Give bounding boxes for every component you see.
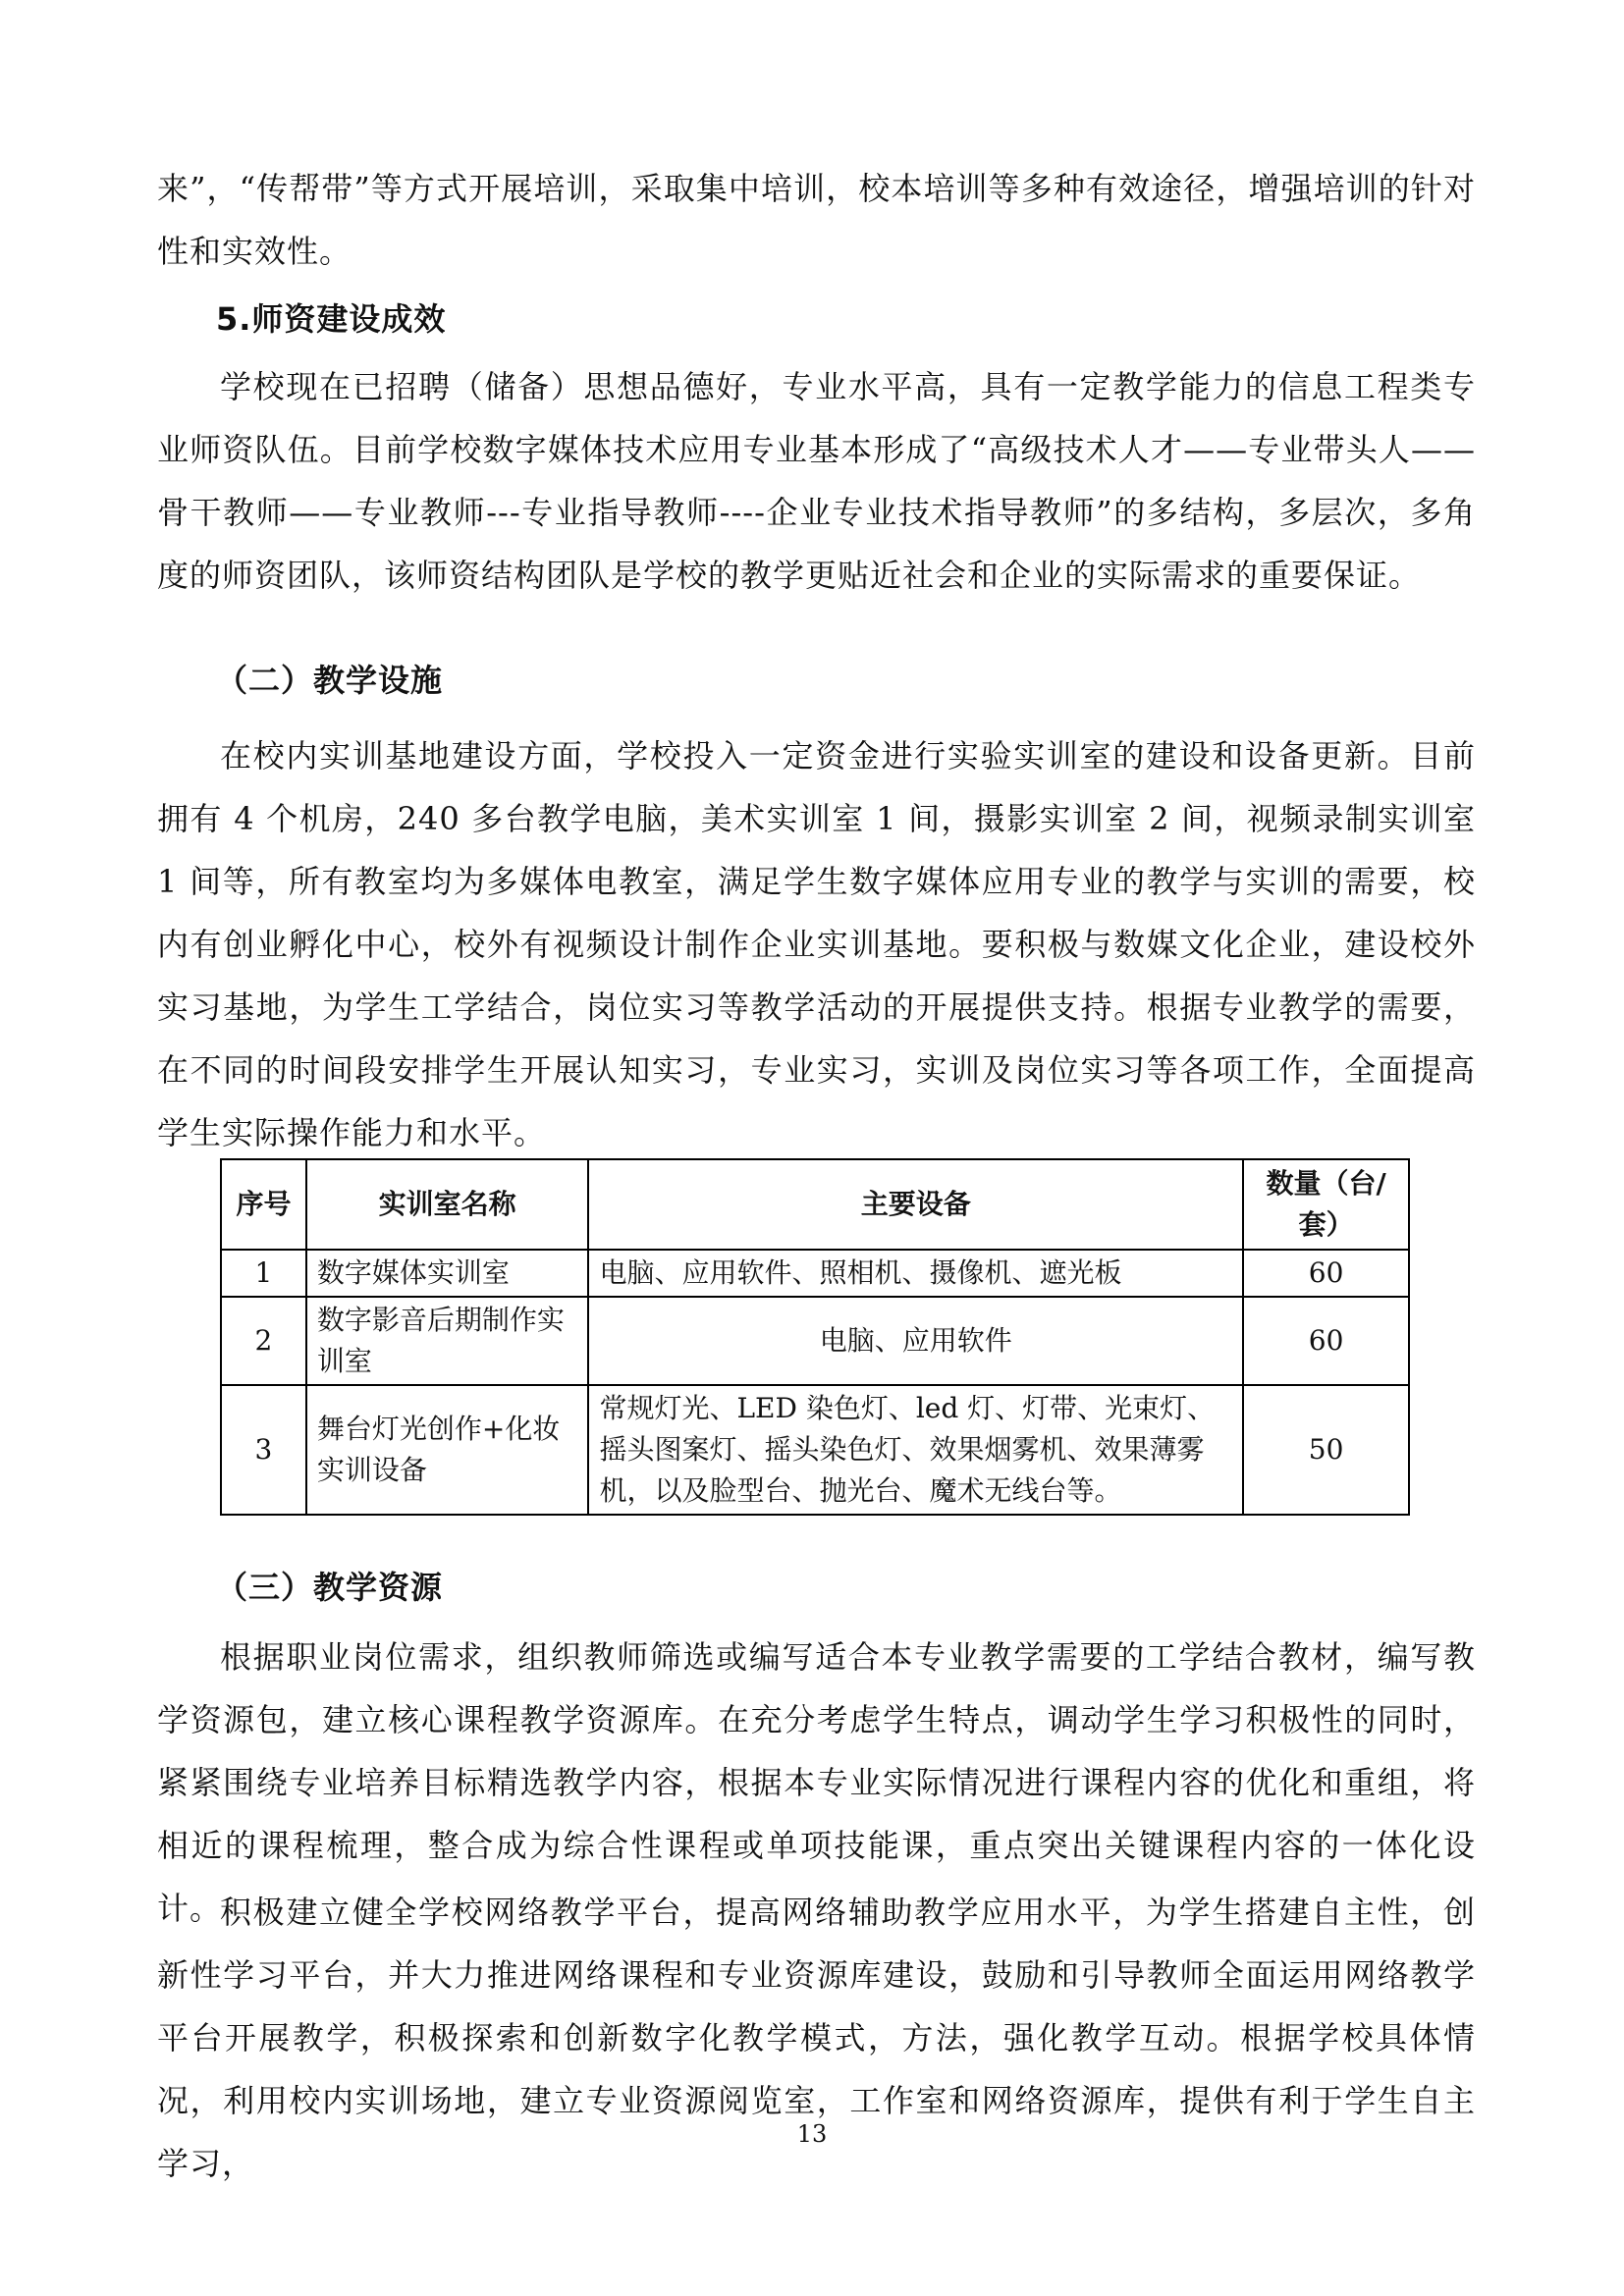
table-row	[221, 1385, 1409, 1515]
table-cell-equipment: 常规灯光、LED 染色灯、led 灯、灯带、光束灯、摇头图案灯、摇头染色灯、效果烟雾机、效果薄雾机，以及脸型台、抛光台、魔术无线台等。	[588, 1385, 1243, 1515]
table-cell-qty: 60	[1243, 1297, 1409, 1385]
table-row	[221, 1297, 1409, 1385]
paragraph-resources: 根据职业岗位需求，组织教师筛选或编写适合本专业教学需要的工学结合教材，编写教学资源包，建立核心课程教学资源库。在充分考虑学生特点，调动学生学习积极性的同时，紧紧围绕专业培养目标精选教学内容，根据本专业实际情况进行课程内容的优化和重组，将相近的课程梳理，整合成为综合性课程或单项技能课，重点突出关键课程内容的一体化设计。	[157, 1638, 1476, 1927]
table-cell-qty: 60	[1243, 1250, 1409, 1297]
table-cell-no: 2	[221, 1297, 306, 1385]
table-header-cell: 主要设备	[588, 1159, 1243, 1250]
paragraph-network-platform: 积极建立健全学校网络教学平台，提高网络辅助教学应用水平，为学生搭建自主性，创新性学习平台，并大力推进网络课程和专业资源库建设，鼓励和引导教师全面运用网络教学平台开展教学，积极探索和创新数字化教学模式，方法，强化教学互动。根据学校具体情况，利用校内实训场地，建立专业资源阅览室，工作室和网络资源库，提供有利于学生自主学习，	[157, 1894, 1476, 2182]
table-cell-qty: 50	[1243, 1385, 1409, 1515]
table-cell-equipment: 电脑、应用软件、照相机、摄像机、遮光板	[588, 1250, 1243, 1297]
section-heading-facilities: （二）教学设施	[216, 662, 444, 699]
table-header-cell: 实训室名称	[306, 1159, 589, 1250]
paragraph-continuation: 来”，“传帮带”等方式开展培训，采取集中培训，校本培训等多种有效途径，增强培训的针对性和实效性。	[157, 170, 1476, 270]
section-heading-resources: （三）教学资源	[216, 1569, 444, 1606]
table-cell-no: 1	[221, 1250, 306, 1297]
paragraph-teacher-team: 学校现在已招聘（储备）思想品德好，专业水平高，具有一定教学能力的信息工程类专业师资队伍。目前学校数字媒体技术应用专业基本形成了“高级技术人才——专业带头人——骨干教师——专业教师---专业指导教师----企业专业技术指导教师”的多结构，多层次，多角度的师资团队，该师资结构团队是学校的教学更贴近社会和企业的实际需求的重要保证。	[157, 368, 1476, 594]
table-cell-name: 数字影音后期制作实训室	[306, 1297, 589, 1385]
table-cell-name: 数字媒体实训室	[306, 1250, 589, 1297]
table-header-cell: 序号	[221, 1159, 306, 1250]
page-number: 13	[796, 2120, 828, 2148]
table-header-cell: 数量（台/套）	[1243, 1159, 1409, 1250]
table-cell-no: 3	[221, 1385, 306, 1515]
table-cell-equipment: 电脑、应用软件	[588, 1297, 1243, 1385]
section-heading-teacher-results: 5.师资建设成效	[216, 300, 447, 338]
equipment-table	[220, 1158, 1410, 1516]
table-header-row	[221, 1159, 1409, 1250]
table-row	[221, 1250, 1409, 1297]
table-cell-name: 舞台灯光创作+化妆实训设备	[306, 1385, 589, 1515]
paragraph-facilities: 在校内实训基地建设方面，学校投入一定资金进行实验实训室的建设和设备更新。目前拥有 4 个机房，240 多台教学电脑，美术实训室 1 间，摄影实训室 2 间，视频录制实训室 1 间等，所有教室均为多媒体电教室，满足学生数字媒体应用专业的教学与实训的需要，校内有创业孵化中心，校外有视频设计制作企业实训基地。要积极与数媒文化企业，建设校外实习基地，为学生工学结合，岗位实习等教学活动的开展提供支持。根据专业教学的需要，在不同的时间段安排学生开展认知实习，专业实习，实训及岗位实习等各项工作，全面提高学生实际操作能力和水平。	[157, 737, 1476, 1151]
